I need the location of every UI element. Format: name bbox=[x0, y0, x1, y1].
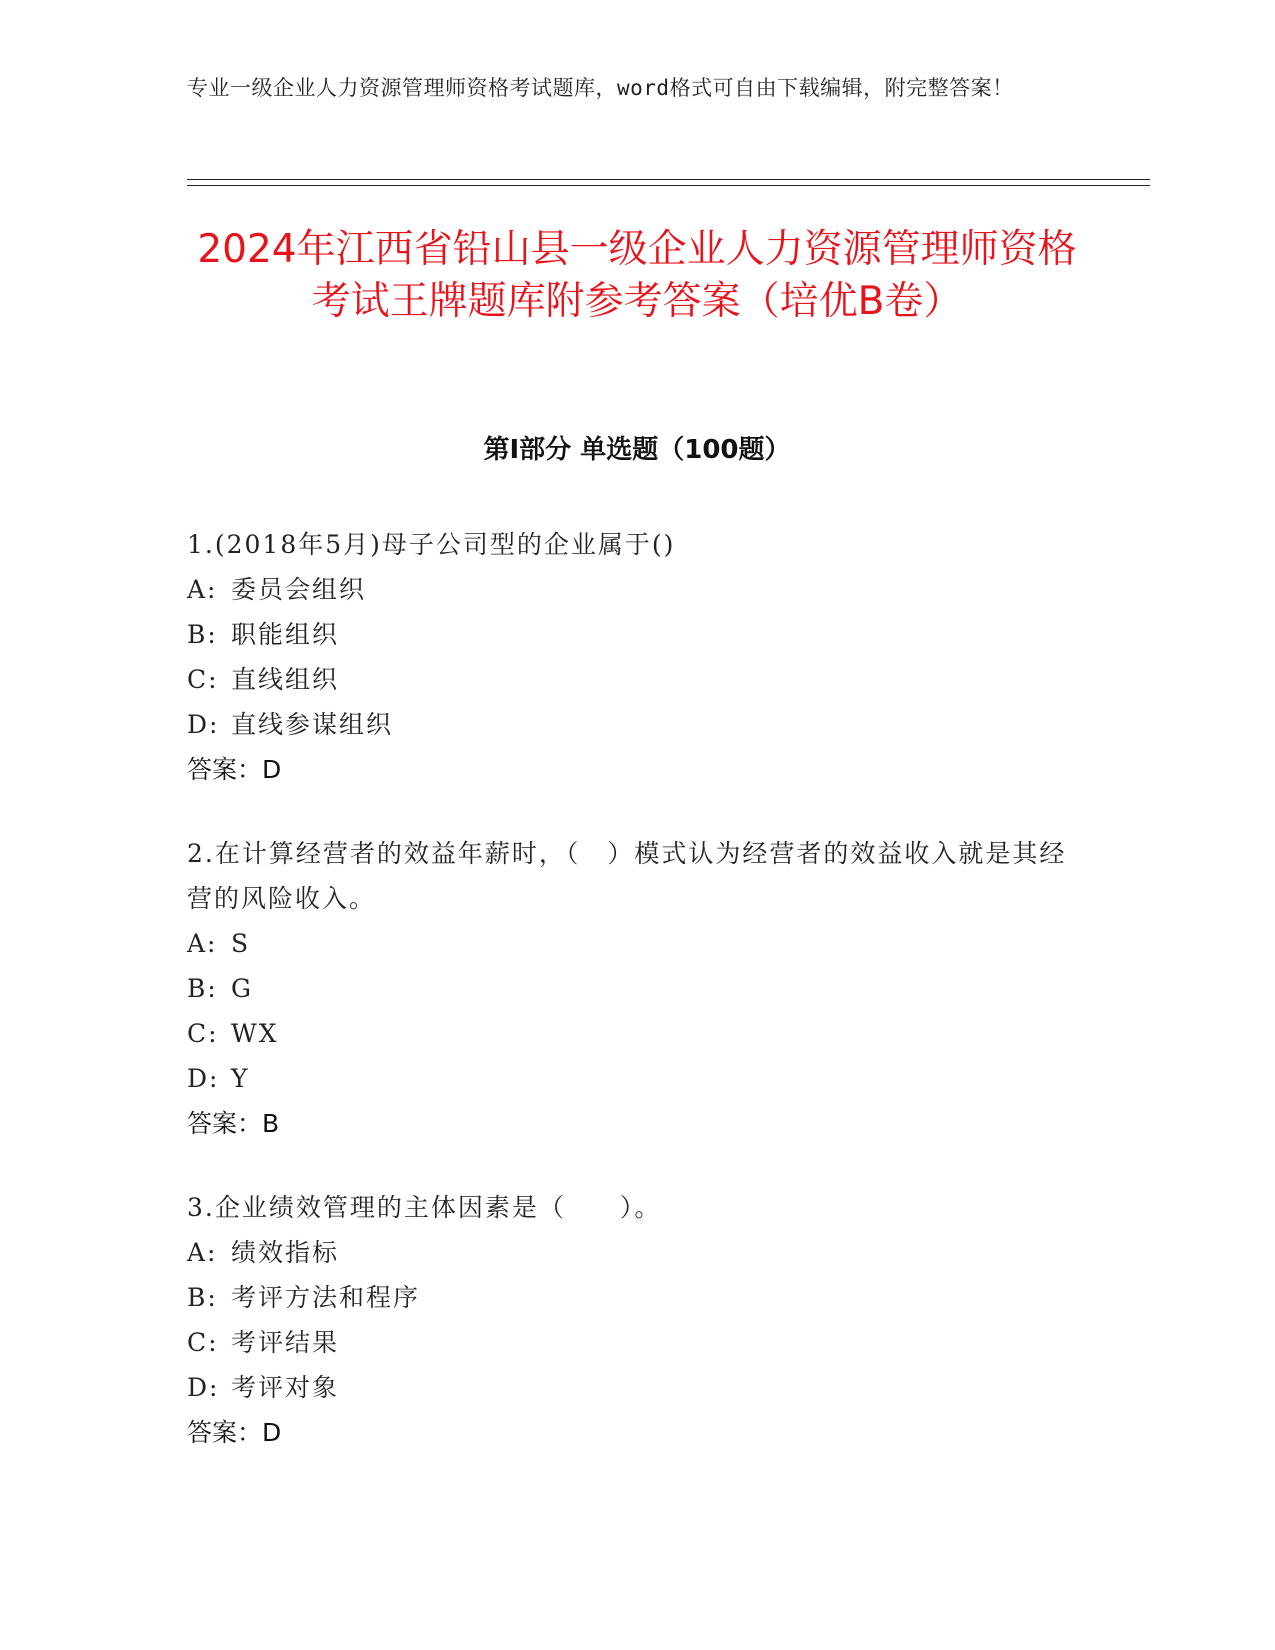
option-b bbox=[187, 1275, 1067, 1320]
option-text: Y bbox=[231, 1064, 250, 1093]
option-c bbox=[187, 657, 1067, 702]
option-text: 考评结果 bbox=[231, 1328, 340, 1357]
option-key: A: bbox=[187, 575, 218, 604]
answer-text: 答案：B bbox=[187, 1109, 280, 1138]
option-text: 考评方法和程序 bbox=[231, 1283, 421, 1312]
document-title: 2024年江西省铅山县一级企业人力资源管理师资格考试王牌题库附参考答案（培优B卷） bbox=[197, 227, 1077, 324]
question-text: 3.企业绩效管理的主体因素是（ ）。 bbox=[187, 1193, 662, 1222]
option-a bbox=[187, 1230, 1067, 1275]
option-text: 职能组织 bbox=[231, 620, 340, 649]
option-key: B: bbox=[187, 974, 218, 1003]
option-text: 直线参谋组织 bbox=[231, 710, 394, 739]
question-text: 2.在计算经营者的效益年薪时，（ ）模式认为经营者的效益收入就是其经营的风险收入。 bbox=[187, 839, 1067, 913]
option-key: A: bbox=[187, 1238, 218, 1267]
section-title: 第Ⅰ部分 单选题（100题） bbox=[483, 435, 791, 465]
option-d bbox=[187, 1365, 1067, 1410]
option-key: C: bbox=[187, 665, 219, 694]
option-text: WX bbox=[231, 1019, 279, 1048]
question-2 bbox=[187, 831, 1067, 1146]
option-d bbox=[187, 1056, 1067, 1101]
answer-text: 答案：D bbox=[187, 755, 282, 784]
question-list bbox=[187, 522, 1067, 1494]
option-d bbox=[187, 702, 1067, 747]
option-text: 直线组织 bbox=[231, 665, 340, 694]
option-c bbox=[187, 1320, 1067, 1365]
option-text: 绩效指标 bbox=[231, 1238, 340, 1267]
option-key: B: bbox=[187, 1283, 218, 1312]
option-b bbox=[187, 612, 1067, 657]
option-b bbox=[187, 966, 1067, 1011]
option-key: D: bbox=[187, 1064, 220, 1093]
question-text: 1.(2018年5月)母子公司型的企业属于() bbox=[187, 530, 676, 559]
answer-text: 答案：D bbox=[187, 1418, 282, 1447]
question-1 bbox=[187, 522, 1067, 792]
option-text: S bbox=[231, 929, 251, 958]
option-key: C: bbox=[187, 1328, 219, 1357]
option-text: G bbox=[231, 974, 253, 1003]
option-a bbox=[187, 567, 1067, 612]
header-rule-top bbox=[187, 179, 1150, 180]
option-text: 考评对象 bbox=[231, 1373, 340, 1402]
option-key: C: bbox=[187, 1019, 219, 1048]
header-rule-bottom bbox=[187, 185, 1150, 186]
option-c bbox=[187, 1011, 1067, 1056]
option-key: D: bbox=[187, 710, 220, 739]
header-note: 专业一级企业人力资源管理师资格考试题库，word格式可自由下载编辑，附完整答案！ bbox=[187, 76, 1014, 100]
question-3 bbox=[187, 1185, 1067, 1455]
option-key: D: bbox=[187, 1373, 220, 1402]
option-text: 委员会组织 bbox=[231, 575, 367, 604]
option-key: B: bbox=[187, 620, 218, 649]
option-a bbox=[187, 921, 1067, 966]
option-key: A: bbox=[187, 929, 218, 958]
